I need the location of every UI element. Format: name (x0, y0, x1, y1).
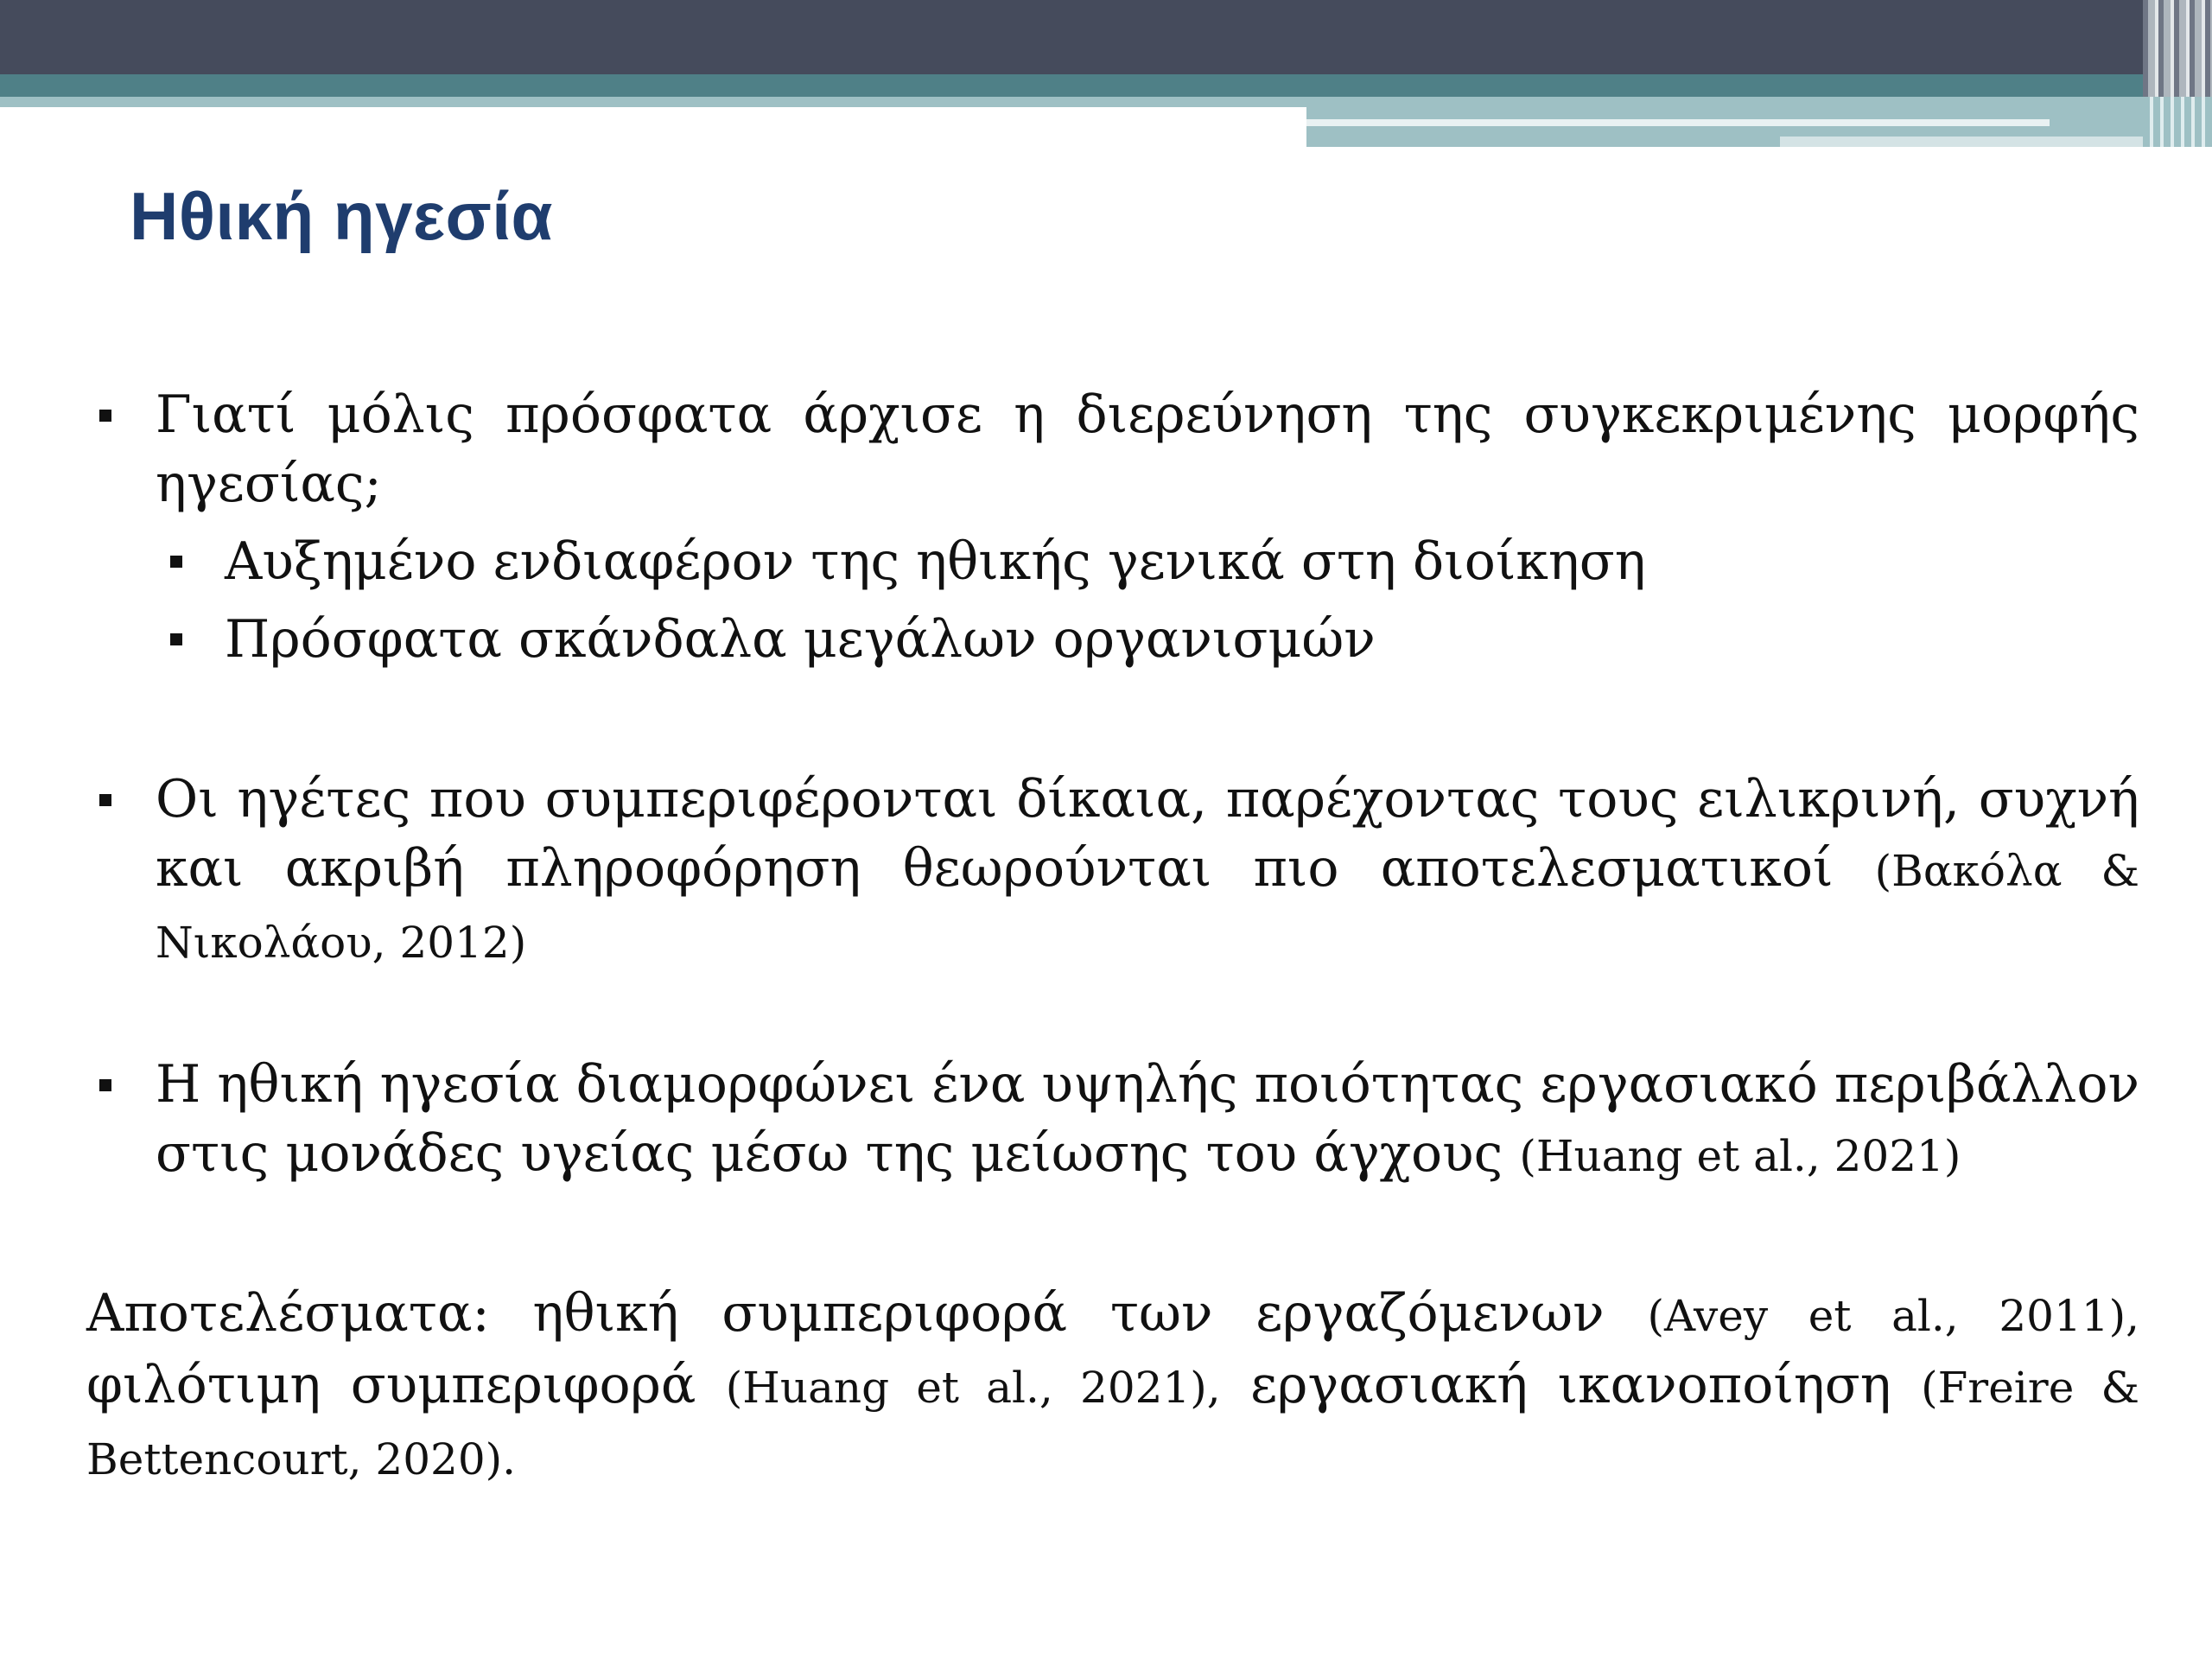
citation: (Freire & Bettencourt, 2020). (86, 1363, 2139, 1484)
citation: (Huang et al., 2021) (1519, 1131, 1961, 1181)
bullet-item (156, 380, 2139, 518)
sub-bullet-item (225, 527, 2126, 596)
header-band-light (0, 97, 1306, 107)
header-band-dark (0, 0, 2212, 74)
header-band-highlight (1306, 119, 2050, 126)
square-bullet-icon (99, 794, 111, 806)
bullet-text: Η ηθική ηγεσία διαμορφώνει ένα υψηλής ποιότητας εργασιακό περιβάλλον στις μονάδες υγείας μέσω της μείωσης του άγχους (156, 1054, 2139, 1184)
square-bullet-icon (170, 556, 182, 568)
bullet-text: Οι ηγέτες που συμπεριφέρονται δίκαια, παρέχοντας τους ειλικρινή, συχνή και ακριβή πληροφόρηση θεωρούνται πιο αποτελεσματικοί (156, 769, 2139, 899)
bullet-item (156, 765, 2139, 977)
citation: (Βακόλα & Νικολάου, 2012) (156, 846, 2139, 968)
results-text: φιλότιμη συμπεριφορά (86, 1355, 696, 1415)
sub-bullet-text: Αυξημένο ενδιαφέρον της ηθικής γενικά στη διοίκηση (225, 531, 1646, 592)
square-bullet-icon (99, 410, 111, 422)
slide-title: Ηθική ηγεσία (130, 178, 553, 254)
results-lead: Αποτελέσματα: ηθική συμπεριφορά των εργαζόμενων (86, 1283, 1605, 1344)
sub-bullet-item (225, 605, 2126, 674)
bullet-text: Γιατί μόλις πρόσφατα άρχισε η διερεύνηση της συγκεκριμένης μορφής ηγεσίας; (156, 385, 2139, 514)
header-stripes-lower (2143, 97, 2212, 147)
sub-bullet-text: Πρόσφατα σκάνδαλα μεγάλων οργανισμών (225, 609, 1376, 670)
results-text: εργασιακή ικανοποίηση (1250, 1355, 1891, 1415)
bullet-item (156, 1050, 2139, 1191)
results-paragraph (86, 1279, 2139, 1494)
square-bullet-icon (170, 633, 182, 645)
citation: (Huang et al., 2021), (725, 1363, 1221, 1413)
square-bullet-icon (99, 1079, 111, 1091)
header-band-teal (0, 74, 2212, 97)
citation: (Avey et al., 2011), (1647, 1291, 2139, 1341)
